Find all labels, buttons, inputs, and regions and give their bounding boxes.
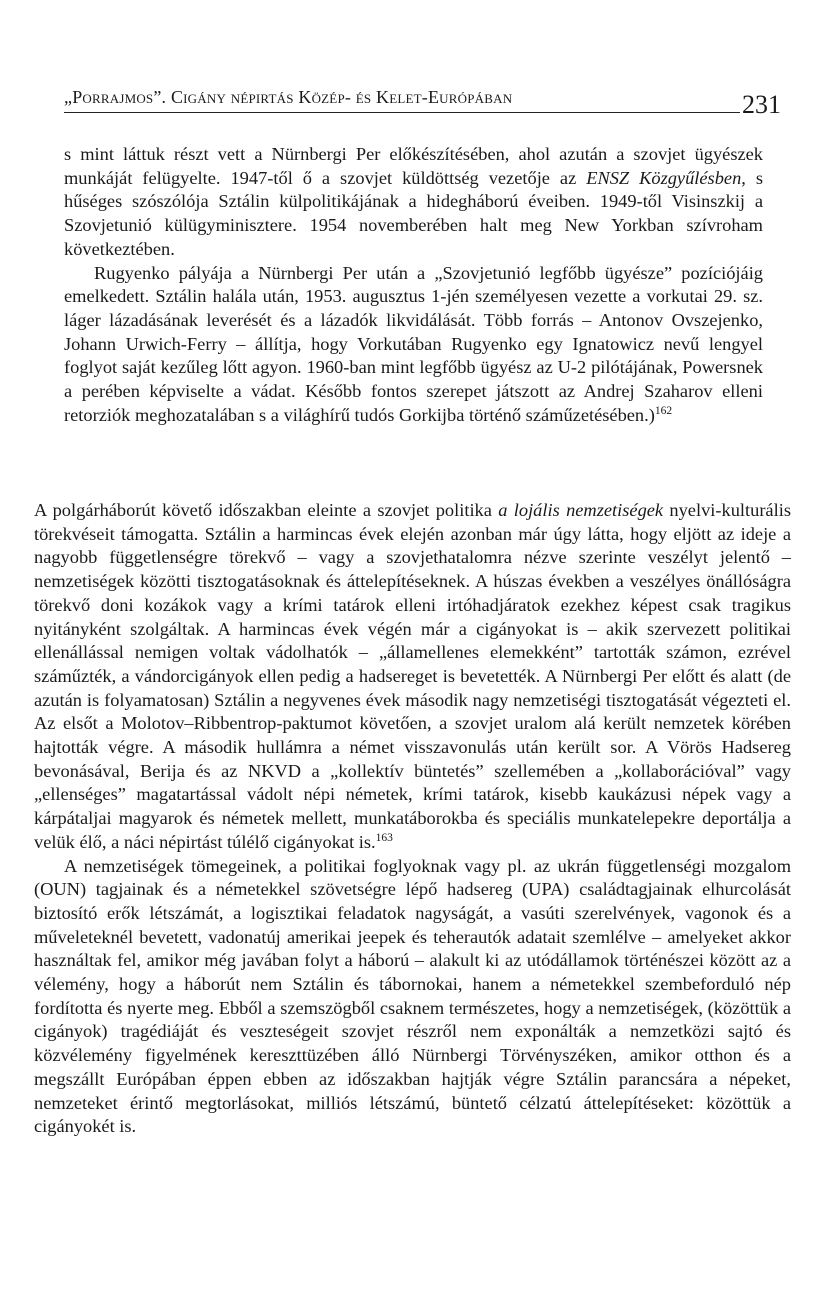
quote-text: s mint láttuk részt vett a Nürnbergi Per előkészítésében, ahol azután a szovjet ügyészek munkáját felügyelte. 1947-től ő a szovjet küldöttség vezetője az — [64, 144, 763, 188]
header-rule — [64, 112, 740, 113]
body-paragraph-2: A nemzetiségek tömegeinek, a politikai foglyoknak vagy pl. az ukrán függetlenségi mozgalom (OUN) tagjainak és a németekkel szövetségre lépő hadsereg (UPA) családtagjainak elhurcolását biztosító erők létszámát, a logisztikai feladatok nagyságát, a vasúti szerelvények, vagonok és a műveleteknél bevetett, vadonatúj amerikai jeepek és teherautók adatait szemlélve – amelyeket akkor használtak fel, amikor még javában folyt a háború – alakult ki az utódállamok történészei között az a vélemény, hogy a háborút nem Sztálin és tábornokai, hanem a németekkel szembeforduló nép fordította és nyerte meg. Ebből a szemszögből csaknem természetes, hogy a nemzetiségek, (közöttük a cigányok) tragédiáját és veszteségeit szovjet részről nem exponálták a nemzetközi sajtó és közvélemény figyelmének kereszttüzében álló Nürnbergi Törvényszéken, amikor otthon és a megszállt Európában éppen ebben az időszakban hajtják végre Sztálin parancsára a népeket, nemzeteket érintő megtorlásokat, milliós létszámú, büntető célzatú áttelepítéseket: közöttük a cigányokét is. — [34, 855, 791, 1137]
main-text — [34, 499, 791, 1139]
page-number: 231 — [742, 90, 781, 119]
quote-text: , s hűséges szószólója Sztálin külpolitikájának a hidegháború éveiben. 1949-től Visinszkij a Szovjetunió külügyminisztere. 1954 novemberében halt meg New Yorkban szívroham következtében. — [64, 167, 763, 259]
body-paragraph-1 — [34, 499, 791, 855]
footnote-ref[interactable]: 162 — [654, 404, 673, 417]
quote-paragraph-1 — [64, 143, 763, 262]
body-text: nyelvi-kulturális törekvéseit támogatta. Sztálin a harmincas évek elején azonban már úgy látta, hogy eljött az ideje a nagyobb függetlenségre törekvő – vagy a szovjethatalomra nézve szerinte veszélyt jelentő – nemzetiségek közötti tisztogatásoknak és áttelepítéseknek. A húszas években a veszélyes önállóságra törekvő doni kozákok vagy a krími tatárok elleni irtóhadjáratok ezekhez képest csak tragikus nyitányként szolgáltak. A harmincas évek végén már a cigányokat is – akik szervezett politikai ellenállással nemigen voltak vádolhatók – „államellenes elemekként” tartották számon, ezrével száműzték, a vándorcigányok ellen pedig a hadsereget is bevetették. A Nürnbergi Per előtt és alatt (de azután is folyamatosan) Sztálin a negyvenes évek második nagy nemzetiségi tisztogatását végezteti el. Az elsőt a Molotov–Ribbentrop-paktumot követően, a szovjet uralom alá került nemzetek körében hajtották végre. A második hullámra a német visszavonulás után került sor. A Vörös Hadsereg bevonásával, Berija és az NKVD a „kollektív büntetés” szellemében a „kollaborációval” vagy „ellenséges” magatartással vádolt népi németek, krími tatárok, kisebb kaukázusi népek vagy a kárpátaljai magyarok és németek mellett, munkatáborokba és speciális munkatelepekre deportálja a velük élő, a náci népirtást túlélő cigányokat is. — [34, 500, 791, 852]
quote-text: Rugyenko pályája a Nürnbergi Per után a „Szovjetunió legfőbb ügyésze” pozíciójáig emelkedett. Sztálin halála után, 1953. augusztus 1-jén személyesen vezette a vorkutai 29. sz. láger lázadásának leverését és a lázadók likvidálását. Több forrás – Antonov Ovszejenko, Johann Urwich-Ferry – állítja, hogy Vorkutában Rugyenko egy Ignatowicz nevű lengyel foglyot saját kezűleg lőtt agyon. 1960-ban mint legfőbb ügyész az U-2 pilótájának, Powersnek a perében képviselte a vádat. Később fontos szerepet játszott az Andrej Szaharov elleni retorziók meghozatalában s a világhírű tudós Gorkijba történő száműzetésében.) — [64, 262, 763, 425]
quote-italic: ENSZ Közgyűlésben — [586, 167, 742, 188]
quoted-block — [64, 143, 763, 427]
quote-paragraph-2 — [64, 262, 763, 428]
footnote-ref[interactable]: 163 — [375, 831, 393, 844]
body-text: A polgárháborút követő időszakban eleinte a szovjet politika — [34, 500, 499, 520]
running-head: „Porrajmos”. Cigány népirtás Közép- és Kelet-Európában — [64, 87, 513, 107]
body-italic: a lojális nemzetiségek — [498, 500, 664, 520]
